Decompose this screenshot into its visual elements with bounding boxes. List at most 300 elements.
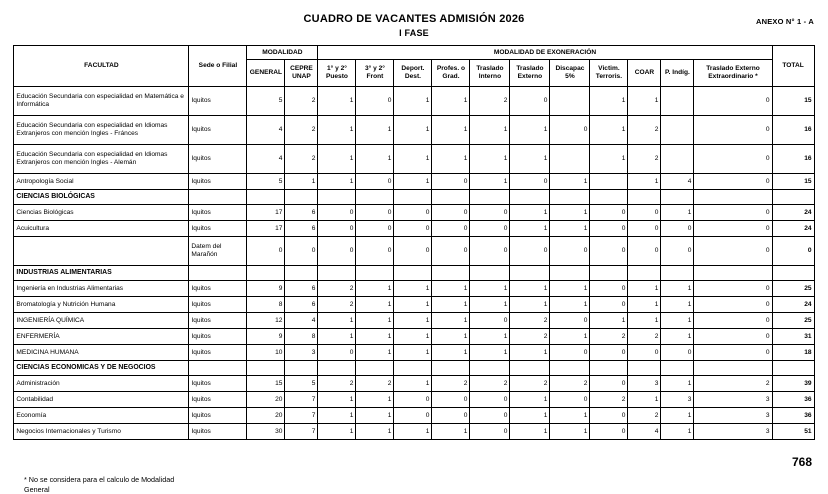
section-blank-cell [590, 361, 628, 376]
cell-value: 0 [470, 205, 510, 221]
cell-value: 0 [550, 116, 590, 145]
footnote-line-2: General [24, 484, 50, 494]
header-group-modalidad: MODALIDAD [247, 46, 318, 60]
section-blank-cell [550, 266, 590, 281]
cell-facultad: Educación Secundaria con especialidad en Matemática e Informática [14, 87, 189, 116]
cell-value: 0 [470, 237, 510, 266]
cell-value: 0 [628, 205, 661, 221]
table-body [14, 87, 814, 440]
cell-value: 1 [510, 392, 550, 408]
cell-value: 0 [356, 205, 394, 221]
cell-sede: Iquitos [189, 424, 247, 440]
cell-value: 1 [432, 345, 470, 361]
cell-value: 10 [247, 345, 285, 361]
cell-value: 0 [590, 297, 628, 313]
cell-value: 0 [432, 237, 470, 266]
cell-value: 5 [285, 376, 318, 392]
cell-value [661, 145, 694, 174]
section-blank-cell [550, 361, 590, 376]
cell-value: 0 [694, 205, 772, 221]
table-row [14, 376, 814, 392]
cell-value: 1 [285, 174, 318, 190]
cell-value: 0 [356, 174, 394, 190]
cell-total: 24 [772, 221, 814, 237]
cell-value: 0 [694, 297, 772, 313]
cell-value: 1 [356, 329, 394, 345]
section-blank-cell [470, 361, 510, 376]
cell-value: 1 [432, 87, 470, 116]
cell-total: 15 [772, 174, 814, 190]
cell-value: 1 [510, 221, 550, 237]
cell-value: 0 [432, 221, 470, 237]
table-row [14, 329, 814, 345]
section-blank-cell [394, 190, 432, 205]
cell-facultad: Contabilidad [14, 392, 189, 408]
cell-value: 0 [510, 237, 550, 266]
section-blank-cell [550, 190, 590, 205]
cell-value: 1 [628, 281, 661, 297]
cell-value: 0 [318, 205, 356, 221]
table-row [14, 145, 814, 174]
section-blank-cell [510, 190, 550, 205]
cell-value: 7 [285, 424, 318, 440]
cell-value: 3 [694, 392, 772, 408]
cell-value: 2 [285, 145, 318, 174]
cell-value: 1 [394, 345, 432, 361]
cell-value: 4 [247, 116, 285, 145]
cell-value: 1 [394, 329, 432, 345]
cell-value: 1 [510, 424, 550, 440]
cell-value: 4 [285, 313, 318, 329]
document-page [0, 13, 828, 494]
section-blank-cell [694, 361, 772, 376]
cell-value: 4 [661, 174, 694, 190]
cell-total: 18 [772, 345, 814, 361]
table-row [14, 297, 814, 313]
cell-total: 16 [772, 145, 814, 174]
cell-value: 3 [285, 345, 318, 361]
cell-value: 2 [590, 392, 628, 408]
cell-value: 1 [510, 297, 550, 313]
cell-value: 1 [394, 116, 432, 145]
cell-sede: Iquitos [189, 145, 247, 174]
cell-value: 0 [694, 345, 772, 361]
cell-facultad [14, 237, 189, 266]
cell-value: 1 [470, 174, 510, 190]
section-blank-cell [285, 361, 318, 376]
cell-value: 30 [247, 424, 285, 440]
cell-total: 15 [772, 87, 814, 116]
cell-value: 1 [510, 205, 550, 221]
cell-value: 0 [661, 345, 694, 361]
cell-value: 1 [510, 116, 550, 145]
cell-value: 1 [661, 205, 694, 221]
cell-value: 1 [510, 408, 550, 424]
cell-value: 15 [247, 376, 285, 392]
cell-value: 1 [432, 329, 470, 345]
cell-value: 1 [432, 281, 470, 297]
section-blank-cell [510, 361, 550, 376]
cell-value: 0 [318, 221, 356, 237]
section-blank-cell [189, 190, 247, 205]
cell-facultad: MEDICINA HUMANA [14, 345, 189, 361]
cell-value: 1 [470, 297, 510, 313]
cell-value: 4 [247, 145, 285, 174]
cell-value: 1 [590, 116, 628, 145]
cell-value: 0 [694, 116, 772, 145]
cell-value: 0 [694, 174, 772, 190]
cell-value: 6 [285, 297, 318, 313]
cell-value: 0 [394, 237, 432, 266]
cell-value: 1 [550, 408, 590, 424]
cell-value: 2 [550, 376, 590, 392]
section-blank-cell [318, 361, 356, 376]
table-section-row [14, 266, 814, 281]
cell-facultad: Negocios Internacionales y Turismo [14, 424, 189, 440]
cell-value: 2 [628, 145, 661, 174]
cell-facultad: Economía [14, 408, 189, 424]
cell-value: 0 [510, 174, 550, 190]
header-col-traslado-externo: Traslado Externo [510, 60, 550, 87]
cell-total: 24 [772, 297, 814, 313]
cell-value: 0 [694, 237, 772, 266]
table-row [14, 205, 814, 221]
cell-facultad: Acuicultura [14, 221, 189, 237]
header-col-deportista-destacado: Deport. Dest. [394, 60, 432, 87]
section-blank-cell [285, 190, 318, 205]
cell-value: 17 [247, 205, 285, 221]
section-title: CIENCIAS ECONOMICAS Y DE NEGOCIOS [14, 361, 189, 376]
cell-value: 3 [628, 376, 661, 392]
cell-value: 0 [628, 345, 661, 361]
cell-value: 0 [550, 237, 590, 266]
cell-value: 1 [661, 297, 694, 313]
cell-value: 1 [318, 145, 356, 174]
table-row [14, 87, 814, 116]
section-blank-cell [285, 266, 318, 281]
cell-value: 2 [285, 87, 318, 116]
cell-value: 0 [590, 281, 628, 297]
cell-value: 0 [694, 145, 772, 174]
section-blank-cell [661, 361, 694, 376]
cell-value: 1 [394, 297, 432, 313]
cell-sede: Iquitos [189, 297, 247, 313]
cell-value: 1 [661, 408, 694, 424]
header-col-tercer-segundo-front: 3° y 2° Front [356, 60, 394, 87]
cell-facultad: Ingeniería en Industrias Alimentarias [14, 281, 189, 297]
section-blank-cell [432, 361, 470, 376]
table-row [14, 116, 814, 145]
cell-value: 2 [470, 376, 510, 392]
cell-value: 1 [590, 87, 628, 116]
cell-value: 0 [590, 408, 628, 424]
cell-value: 0 [470, 392, 510, 408]
header-sede: Sede o Filial [189, 46, 247, 87]
cell-value: 0 [661, 221, 694, 237]
section-blank-cell [189, 361, 247, 376]
cell-value: 0 [356, 87, 394, 116]
cell-value: 5 [247, 87, 285, 116]
footnote [24, 475, 174, 494]
cell-value: 1 [356, 313, 394, 329]
section-blank-cell [772, 190, 814, 205]
cell-value: 0 [661, 237, 694, 266]
cell-value: 0 [550, 345, 590, 361]
cell-value: 0 [432, 205, 470, 221]
cell-value: 3 [694, 424, 772, 440]
cell-value: 1 [318, 313, 356, 329]
section-blank-cell [628, 190, 661, 205]
cell-value: 1 [318, 408, 356, 424]
table-row [14, 237, 814, 266]
cell-value: 0 [628, 237, 661, 266]
cell-total: 36 [772, 408, 814, 424]
cell-value: 1 [510, 145, 550, 174]
cell-sede: Iquitos [189, 116, 247, 145]
cell-value: 0 [394, 408, 432, 424]
page-subtitle: I FASE [399, 28, 429, 38]
cell-facultad: INGENIERÍA QUÍMICA [14, 313, 189, 329]
cell-value: 1 [510, 345, 550, 361]
cell-value: 0 [432, 392, 470, 408]
section-blank-cell [470, 190, 510, 205]
cell-value: 1 [356, 408, 394, 424]
cell-value: 0 [694, 221, 772, 237]
cell-value: 12 [247, 313, 285, 329]
cell-value: 6 [285, 281, 318, 297]
section-blank-cell [694, 266, 772, 281]
cell-value: 1 [550, 174, 590, 190]
cell-value: 1 [318, 174, 356, 190]
cell-value: 3 [694, 408, 772, 424]
cell-value: 2 [628, 408, 661, 424]
cell-value: 0 [318, 345, 356, 361]
cell-value: 0 [590, 424, 628, 440]
cell-sede: Iquitos [189, 281, 247, 297]
table-section-row [14, 361, 814, 376]
cell-value: 0 [550, 392, 590, 408]
section-blank-cell [432, 266, 470, 281]
cell-value: 6 [285, 221, 318, 237]
cell-value: 0 [590, 221, 628, 237]
cell-value: 5 [247, 174, 285, 190]
cell-value: 0 [470, 313, 510, 329]
section-blank-cell [661, 190, 694, 205]
cell-value: 0 [318, 237, 356, 266]
cell-total: 36 [772, 392, 814, 408]
cell-value [661, 116, 694, 145]
cell-facultad: Educación Secundaria con especialidad en Idiomas Extranjeros con mención Ingles - Alemán [14, 145, 189, 174]
cell-value: 3 [661, 392, 694, 408]
table-row [14, 408, 814, 424]
section-blank-cell [470, 266, 510, 281]
header-col-primer-segundo-puesto: 1° y 2° Puesto [318, 60, 356, 87]
cell-sede: Datem del Marañón [189, 237, 247, 266]
cell-facultad: Ciencias Biológicas [14, 205, 189, 221]
cell-value: 7 [285, 392, 318, 408]
section-blank-cell [590, 266, 628, 281]
cell-value: 2 [590, 329, 628, 345]
header-col-victimas-terrorismo: Victim. Terroris. [590, 60, 628, 87]
cell-value: 0 [694, 281, 772, 297]
cell-value: 1 [628, 174, 661, 190]
header-col-profesionales-graduados: Profes. o Grad. [432, 60, 470, 87]
cell-value: 2 [510, 313, 550, 329]
section-blank-cell [772, 266, 814, 281]
cell-value: 2 [285, 116, 318, 145]
table-row [14, 174, 814, 190]
cell-value: 8 [285, 329, 318, 345]
cell-value: 1 [470, 345, 510, 361]
cell-value: 1 [661, 329, 694, 345]
cell-value: 1 [318, 116, 356, 145]
section-blank-cell [189, 266, 247, 281]
cell-value: 1 [356, 345, 394, 361]
cell-value: 20 [247, 408, 285, 424]
cell-value: 2 [694, 376, 772, 392]
cell-value: 9 [247, 281, 285, 297]
cell-sede: Iquitos [189, 392, 247, 408]
header-col-general: GENERAL [247, 60, 285, 87]
cell-value: 1 [628, 313, 661, 329]
cell-value: 1 [394, 174, 432, 190]
cell-value: 1 [628, 297, 661, 313]
cell-value: 1 [628, 87, 661, 116]
cell-value: 2 [470, 87, 510, 116]
table-row [14, 424, 814, 440]
cell-value: 0 [590, 376, 628, 392]
section-blank-cell [694, 190, 772, 205]
cell-value: 1 [318, 87, 356, 116]
cell-value: 6 [285, 205, 318, 221]
cell-value: 1 [661, 424, 694, 440]
cell-value: 2 [356, 376, 394, 392]
section-blank-cell [510, 266, 550, 281]
cell-value: 1 [394, 424, 432, 440]
cell-value: 1 [394, 87, 432, 116]
cell-value: 20 [247, 392, 285, 408]
cell-value: 0 [470, 408, 510, 424]
cell-value: 1 [470, 145, 510, 174]
table-row [14, 281, 814, 297]
cell-total: 31 [772, 329, 814, 345]
cell-sede: Iquitos [189, 221, 247, 237]
cell-value: 1 [661, 376, 694, 392]
cell-value: 0 [394, 392, 432, 408]
cell-value: 1 [356, 145, 394, 174]
cell-value: 2 [510, 376, 550, 392]
table-row [14, 221, 814, 237]
cell-sede: Iquitos [189, 329, 247, 345]
cell-value: 1 [356, 116, 394, 145]
cell-value: 9 [247, 329, 285, 345]
cell-value: 0 [432, 174, 470, 190]
annex-label: ANEXO N° 1 - A [755, 17, 814, 26]
cell-sede: Iquitos [189, 205, 247, 221]
cell-value: 2 [432, 376, 470, 392]
section-blank-cell [394, 361, 432, 376]
cell-facultad: Antropología Social [14, 174, 189, 190]
cell-value: 2 [628, 329, 661, 345]
cell-value: 1 [590, 145, 628, 174]
section-blank-cell [356, 361, 394, 376]
footnote-line-1: * No se considera para el calculo de Modalidad [24, 475, 175, 484]
cell-value [550, 145, 590, 174]
cell-total: 24 [772, 205, 814, 221]
section-blank-cell [247, 266, 285, 281]
cell-value: 1 [550, 281, 590, 297]
cell-value: 2 [318, 376, 356, 392]
cell-value: 1 [550, 329, 590, 345]
cell-value: 0 [470, 424, 510, 440]
section-blank-cell [356, 266, 394, 281]
cell-total: 51 [772, 424, 814, 440]
section-blank-cell [247, 361, 285, 376]
section-blank-cell [318, 266, 356, 281]
cell-value: 1 [394, 313, 432, 329]
cell-facultad: ENFERMERÍA [14, 329, 189, 345]
cell-value: 0 [628, 221, 661, 237]
cell-sede: Iquitos [189, 313, 247, 329]
cell-facultad: Administración [14, 376, 189, 392]
cell-value: 1 [661, 281, 694, 297]
cell-value: 0 [470, 221, 510, 237]
cell-value: 1 [470, 329, 510, 345]
cell-value: 1 [432, 424, 470, 440]
header-facultad: FACULTAD [14, 46, 189, 87]
section-title: CIENCIAS BIOLÓGICAS [14, 190, 189, 205]
section-blank-cell [432, 190, 470, 205]
cell-value: 0 [247, 237, 285, 266]
table-row [14, 345, 814, 361]
cell-facultad: Educación Secundaria con especialidad en Idiomas Extranjeros con mención Ingles - Fránces [14, 116, 189, 145]
cell-value: 1 [661, 313, 694, 329]
section-blank-cell [247, 190, 285, 205]
cell-value: 1 [590, 313, 628, 329]
cell-total: 25 [772, 313, 814, 329]
vacancies-table [13, 45, 814, 440]
cell-value [550, 87, 590, 116]
header-col-coar: COAR [628, 60, 661, 87]
cell-total: 16 [772, 116, 814, 145]
header-total: TOTAL [772, 46, 814, 87]
header-col-traslado-interno: Traslado Interno [470, 60, 510, 87]
cell-total: 39 [772, 376, 814, 392]
section-blank-cell [772, 361, 814, 376]
cell-value: 0 [432, 408, 470, 424]
cell-value: 1 [394, 376, 432, 392]
cell-value: 1 [318, 329, 356, 345]
cell-value: 1 [628, 392, 661, 408]
table-section-row [14, 190, 814, 205]
cell-value: 1 [432, 297, 470, 313]
cell-value: 2 [510, 329, 550, 345]
cell-value: 1 [510, 281, 550, 297]
cell-value: 4 [628, 424, 661, 440]
header-col-traslado-externo-extraordinario: Traslado Externo Extraordinario * [694, 60, 772, 87]
cell-value [590, 174, 628, 190]
cell-value: 1 [394, 145, 432, 174]
grand-total: 768 [791, 455, 812, 469]
cell-value: 1 [550, 221, 590, 237]
section-blank-cell [356, 190, 394, 205]
table-header-groups [14, 46, 814, 60]
cell-value: 2 [628, 116, 661, 145]
cell-value: 1 [470, 281, 510, 297]
cell-value: 1 [318, 392, 356, 408]
cell-value: 0 [550, 313, 590, 329]
section-blank-cell [394, 266, 432, 281]
